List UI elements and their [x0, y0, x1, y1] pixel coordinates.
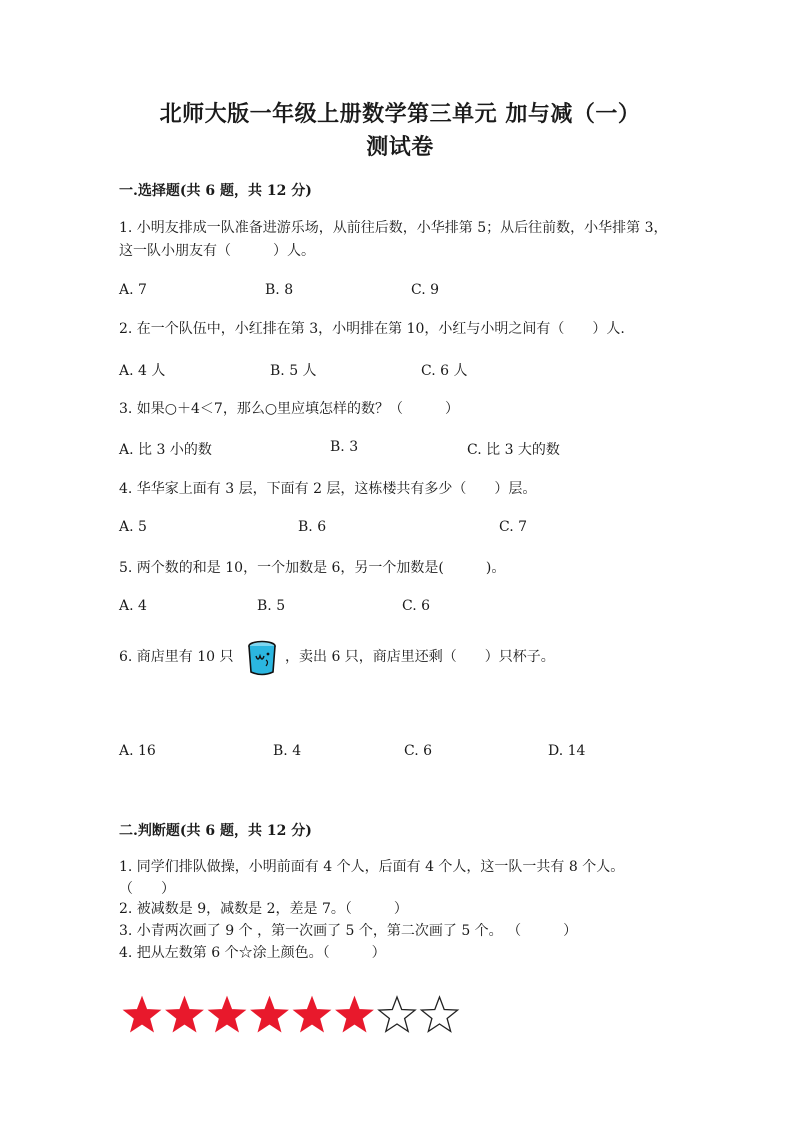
- question-6-part1: 6. 商店里有 10 只: [119, 649, 234, 665]
- q1-option-a: A. 7: [119, 282, 147, 298]
- q4-option-b: B. 6: [298, 519, 327, 535]
- filled-star-icon: [336, 997, 372, 1031]
- q1-option-b: B. 8: [265, 282, 294, 298]
- judge-3: 3. 小青两次画了 9 个 ，第一次画了 5 个，第二次画了 5 个。 （ ）: [119, 923, 578, 939]
- q3-option-b: B. 3: [330, 439, 359, 455]
- filled-star-icon: [294, 997, 330, 1031]
- q6-option-b: B. 4: [273, 743, 302, 759]
- paper-title-line1: 北师大版一年级上册数学第三单元 加与减（一）: [159, 101, 641, 127]
- empty-star-icon: [379, 997, 415, 1031]
- q5-option-a: A. 4: [119, 598, 147, 614]
- q4-option-a: A. 5: [119, 519, 147, 535]
- q4-option-c: C. 7: [499, 519, 528, 535]
- filled-star-icon: [251, 997, 287, 1031]
- q2-option-a: A. 4 人: [119, 363, 166, 379]
- q3-option-c: C. 比 3 大的数: [467, 442, 560, 458]
- q2-option-c: C. 6 人: [421, 363, 468, 379]
- star-row: [122, 995, 462, 1035]
- q6-option-c: C. 6: [404, 743, 433, 759]
- empty-star-icon: [421, 997, 457, 1031]
- question-6-part2: ，卖出 6 只，商店里还剩（ ）只杯子。: [285, 649, 555, 665]
- filled-star-icon: [209, 997, 245, 1031]
- cup-icon: [246, 640, 278, 678]
- q6-option-a: A. 16: [119, 743, 156, 759]
- section-choice-heading: 一.选择题(共 6 题，共 12 分): [119, 183, 312, 199]
- question-4: 4. 华华家上面有 3 层，下面有 2 层，这栋楼共有多少（ ）层。: [119, 481, 537, 497]
- q5-option-b: B. 5: [257, 598, 286, 614]
- q3-option-a: A. 比 3 小的数: [119, 442, 212, 458]
- question-1: 1. 小明友排成一队准备进游乐场，从前往后数，小华排第 5；从后往前数，小华排第 3，这一队小朋友有（ ）人。: [119, 220, 668, 259]
- judge-4: 4. 把从左数第 6 个☆涂上颜色。（ ）: [119, 945, 386, 961]
- filled-star-icon: [124, 997, 160, 1031]
- q6-option-d: D. 14: [548, 743, 586, 759]
- judge-1: 1. 同学们排队做操，小明前面有 4 个人，后面有 4 个人，这一队一共有 8 个人。 （ ）: [119, 859, 674, 897]
- question-5: 5. 两个数的和是 10，一个加数是 6，另一个加数是( )。: [119, 560, 506, 576]
- q5-option-c: C. 6: [402, 598, 431, 614]
- q1-option-c: C. 9: [411, 282, 440, 298]
- question-2: 2. 在一个队伍中，小红排在第 3，小明排在第 10，小红与小明之间有（ ）人.: [119, 321, 625, 337]
- section-judge-heading: 二.判断题(共 6 题，共 12 分): [119, 823, 312, 839]
- judge-2: 2. 被减数是 9，减数是 2，差是 7。（ ）: [119, 901, 408, 917]
- paper-title-line2: 测试卷: [366, 134, 434, 160]
- question-3: 3. 如果○＋4＜7，那么○里应填怎样的数？（ ）: [119, 401, 460, 417]
- q2-option-b: B. 5 人: [270, 363, 317, 379]
- filled-star-icon: [166, 997, 202, 1031]
